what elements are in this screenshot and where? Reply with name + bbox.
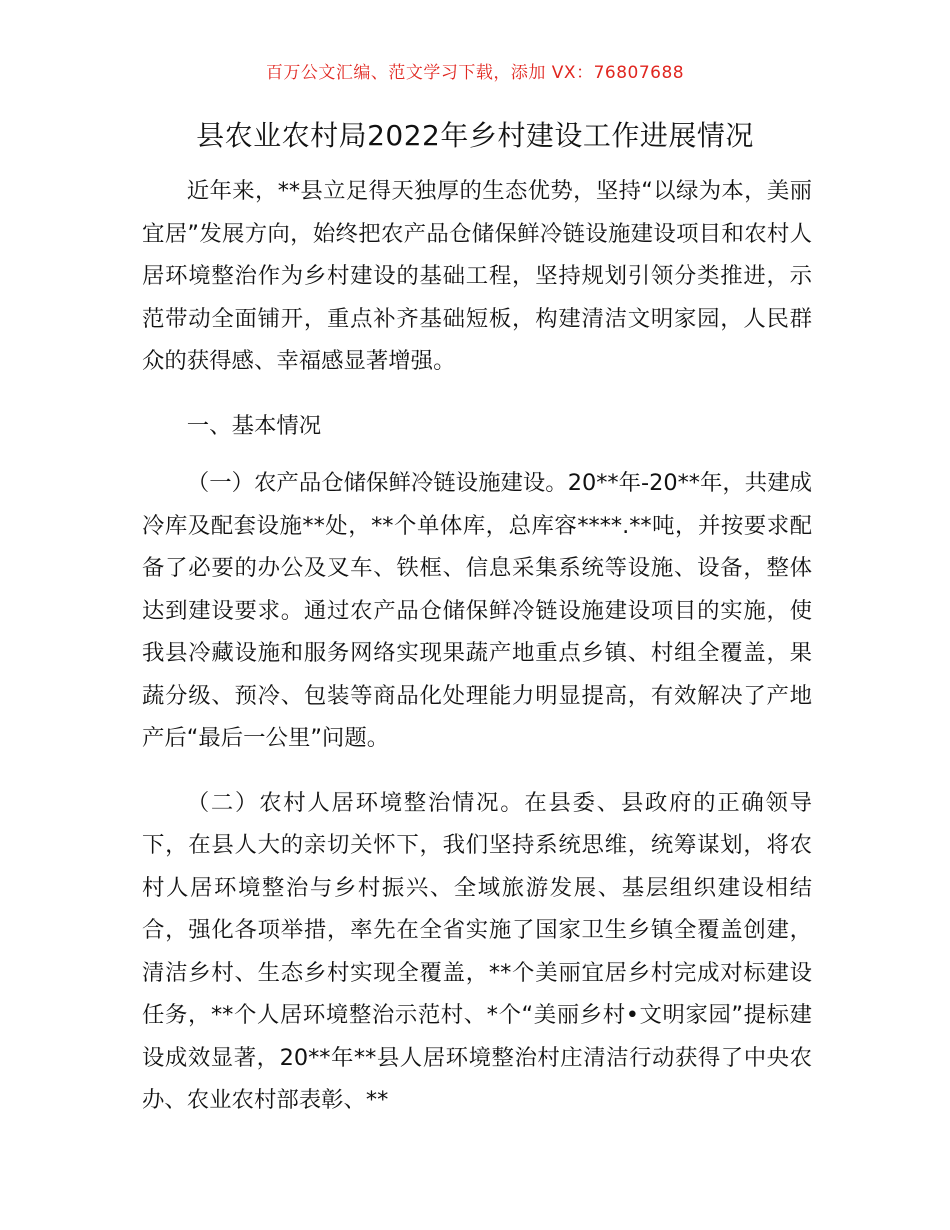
document-body bbox=[142, 170, 812, 1122]
watermark-header: 百万公文汇编、范文学习下载，添加 VX：76807688 bbox=[265, 63, 685, 83]
paragraph-living-environment: （二）农村人居环境整治情况。在县委、县政府的正确领导下，在县人大的亲切关怀下，我们坚持系统思维，统筹谋划，将农村人居环境整治与乡村振兴、全域旅游发展、基层组织建设相结合，强化各项举措，率先在全省实施了国家卫生乡镇全覆盖创建，清洁乡村、生态乡村实现全覆盖，**个美丽宜居乡村完成对标建设任务，**个人居环境整治示范村、*个“美丽乡村•文明家园”提标建设成效显著，20**年**县人居环境整治村庄清洁行动获得了中央农办、农业农村部表彰、** bbox=[142, 789, 812, 1113]
paragraph-intro: 近年来，**县立足得天独厚的生态优势，坚持“以绿为本，美丽宜居”发展方向，始终把农产品仓储保鲜冷链设施建设项目和农村人居环境整治作为乡村建设的基础工程，坚持规划引领分类推进，示范带动全面铺开，重点补齐基础短板，构建清洁文明家园，人民群众的获得感、幸福感显著增强。 bbox=[142, 178, 812, 374]
paragraph-cold-chain: （一）农产品仓储保鲜冷链设施建设。20**年-20**年，共建成冷库及配套设施**处，**个单体库，总库容****.**吨，并按要求配备了必要的办公及叉车、铁框、信息采集系统等设施、设备，整体达到建设要求。通过农产品仓储保鲜冷链设施建设项目的实施，使我县冷藏设施和服务网络实现果蔬产地重点乡镇、村组全覆盖，果蔬分级、预冷、包装等商品化处理能力明显提高，有效解决了产地产后“最后一公里”问题。 bbox=[142, 470, 812, 751]
paragraph-gap bbox=[142, 760, 812, 782]
section-heading-basic-situation: 一、基本情况 bbox=[186, 412, 322, 439]
document-title: 县农业农村局2022年乡村建设工作进展情况 bbox=[196, 119, 754, 152]
